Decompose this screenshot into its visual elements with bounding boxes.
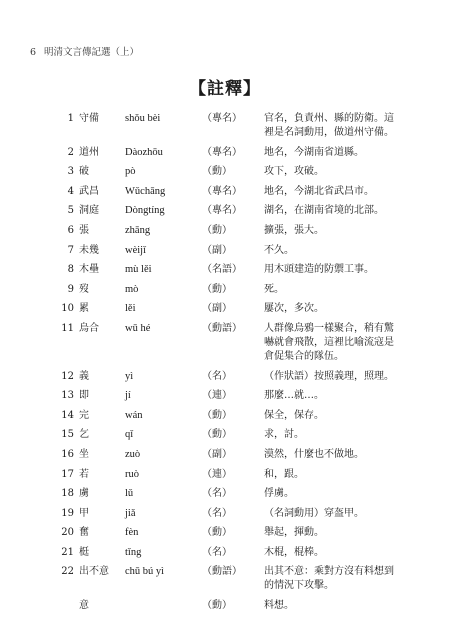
gloss-entry [60, 428, 400, 442]
entry-pinyin: zhāng [125, 224, 151, 236]
gloss-entry [60, 302, 400, 316]
entry-pinyin: yì [125, 370, 134, 382]
entry-number: 4 [67, 185, 74, 197]
entry-definition: 那麼…就…。 [264, 390, 324, 402]
entry-headword: 出不意 [79, 566, 109, 578]
entry-part-of-speech: （專名） [202, 205, 242, 217]
entry-number: 9 [67, 283, 74, 295]
gloss-list [60, 112, 400, 619]
entry-headword: 武昌 [79, 185, 99, 197]
entry-headword: 累 [79, 303, 89, 315]
gloss-entry [60, 507, 400, 521]
entry-headword: 意 [79, 600, 89, 612]
entry-pinyin: lǔ [125, 488, 134, 500]
running-header [30, 44, 139, 58]
entry-pinyin: shǒu bèi [125, 113, 161, 124]
entry-definition: 出其不意：乘對方沒有料想到的情況下攻擊。 [264, 566, 394, 592]
entry-number: 2 [67, 146, 74, 158]
entry-number: 13 [61, 390, 74, 402]
entry-pinyin: pò [125, 166, 136, 178]
entry-part-of-speech: （專名） [202, 113, 242, 124]
entry-pinyin: wèijǐ [125, 244, 146, 256]
entry-definition: 舉起，揮動。 [264, 527, 324, 539]
page-number: 6 [30, 47, 37, 58]
entry-part-of-speech: （名） [202, 370, 232, 382]
entry-definition: 保全，保存。 [264, 409, 324, 421]
entry-headword: 義 [79, 370, 89, 382]
entry-pinyin: tǐng [125, 546, 142, 558]
gloss-entry [60, 146, 400, 160]
gloss-entry [60, 370, 400, 384]
entry-part-of-speech: （動） [202, 409, 232, 421]
entry-headword: 梃 [79, 546, 89, 558]
entry-number: 20 [61, 527, 74, 539]
entry-pinyin: lěi [125, 303, 136, 315]
entry-definition: 料想。 [264, 600, 294, 612]
entry-headword: 若 [79, 468, 89, 480]
section-title: 【註釋】 [189, 79, 261, 99]
entry-part-of-speech: （動） [202, 527, 232, 539]
entry-pinyin: fèn [125, 527, 139, 539]
entry-pinyin: chū bú yì [125, 566, 165, 578]
entry-headword: 守備 [79, 113, 99, 124]
entry-part-of-speech: （名） [202, 546, 232, 558]
entry-pinyin: mù lěi [125, 264, 152, 276]
entry-definition: 地名，今湖南省道縣。 [264, 146, 364, 158]
entry-pinyin: wū hé [125, 322, 151, 334]
entry-headword: 甲 [79, 507, 89, 519]
entry-number: 6 [67, 224, 74, 236]
book-title: 明清文言傳記選（上） [44, 47, 140, 58]
entry-part-of-speech: （專名） [202, 146, 242, 158]
entry-number: 21 [61, 546, 74, 558]
gloss-entry [60, 224, 400, 238]
entry-definition: 用木頭建造的防禦工事。 [264, 264, 374, 276]
entry-definition: 屢次，多次。 [264, 303, 324, 315]
entry-pinyin: ruò [125, 468, 139, 480]
entry-definition: 俘虜。 [264, 488, 294, 500]
entry-pinyin: Dàozhōu [125, 146, 163, 158]
gloss-entry [60, 322, 400, 364]
entry-part-of-speech: （名語） [202, 264, 242, 276]
entry-headword: 完 [79, 409, 89, 421]
gloss-entry [60, 448, 400, 462]
entry-headword: 破 [79, 166, 89, 178]
entry-definition: （名詞動用）穿盔甲。 [264, 507, 364, 519]
entry-pinyin: jí [125, 390, 131, 402]
entry-part-of-speech: （連） [202, 468, 232, 480]
entry-part-of-speech: （動） [202, 429, 232, 441]
entry-headword: 未幾 [79, 244, 99, 256]
entry-pinyin: wán [125, 409, 143, 421]
entry-number: 15 [61, 429, 74, 441]
gloss-entry [60, 204, 400, 218]
entry-pinyin: jiǎ [125, 507, 136, 519]
gloss-entry [60, 546, 400, 560]
entry-part-of-speech: （動） [202, 283, 232, 295]
entry-definition: 不久。 [264, 244, 294, 256]
entry-definition: 漠然，什麼也不做地。 [264, 448, 364, 460]
entry-number: 17 [61, 468, 74, 480]
entry-part-of-speech: （連） [202, 390, 232, 402]
entry-pinyin: mò [125, 283, 139, 295]
entry-number: 7 [67, 244, 74, 256]
gloss-entry [60, 165, 400, 179]
entry-number: 5 [67, 205, 74, 217]
gloss-entry [60, 599, 400, 613]
entry-number: 1 [67, 113, 74, 124]
entry-definition: 擴張，張大。 [264, 224, 324, 236]
entry-number: 11 [61, 322, 74, 334]
entry-number: 3 [67, 166, 74, 178]
gloss-entry [60, 409, 400, 423]
entry-part-of-speech: （動語） [202, 322, 242, 334]
entry-pinyin: qǐ [125, 429, 134, 441]
entry-headword: 烏合 [79, 322, 99, 334]
entry-definition: 死。 [264, 283, 284, 295]
gloss-entry [60, 263, 400, 277]
gloss-entry [60, 468, 400, 482]
entry-pinyin: Dòngtíng [125, 205, 165, 217]
gloss-entry [60, 526, 400, 540]
entry-definition: 湖名，在湖南省境的北部。 [264, 205, 384, 217]
entry-number: 18 [61, 488, 74, 500]
entry-part-of-speech: （名） [202, 488, 232, 500]
entry-headword: 歿 [79, 283, 89, 295]
entry-number: 12 [61, 370, 74, 382]
entry-headword: 洞庭 [79, 205, 99, 217]
entry-number: 19 [61, 507, 74, 519]
entry-headword: 坐 [79, 448, 89, 460]
entry-pinyin: Wǔchāng [125, 185, 166, 197]
entry-part-of-speech: （副） [202, 448, 232, 460]
gloss-entry [60, 283, 400, 297]
gloss-entry [60, 565, 400, 593]
entry-definition: 木棍，棍棒。 [264, 546, 324, 558]
entry-number: 16 [61, 448, 74, 460]
entry-headword: 張 [79, 224, 89, 236]
entry-headword: 虜 [79, 488, 89, 500]
entry-definition: 人群像烏鴉一樣聚合，稍有驚嚇就會飛散，這裡比喻流寇是倉促集合的隊伍。 [264, 322, 394, 362]
entry-headword: 木壘 [79, 264, 99, 276]
gloss-entry [60, 389, 400, 403]
entry-part-of-speech: （動語） [202, 566, 242, 578]
entry-headword: 奮 [79, 527, 89, 539]
entry-part-of-speech: （動） [202, 600, 232, 612]
entry-part-of-speech: （動） [202, 166, 232, 178]
gloss-entry [60, 244, 400, 258]
gloss-entry [60, 487, 400, 501]
entry-part-of-speech: （副） [202, 244, 232, 256]
entry-part-of-speech: （動） [202, 224, 232, 236]
entry-number: 10 [61, 303, 74, 315]
entry-pinyin: zuò [125, 448, 141, 460]
entry-definition: 求，討。 [264, 429, 304, 441]
entry-number: 22 [61, 566, 74, 578]
entry-definition: 官名，負責州、縣的防衛。這裡是名詞動用，做道州守備。 [264, 113, 394, 138]
entry-number: 14 [61, 409, 74, 421]
entry-definition: 攻下，攻破。 [264, 166, 324, 178]
entry-definition: 和，跟。 [264, 468, 304, 480]
entry-number: 8 [67, 264, 74, 276]
entry-headword: 乞 [79, 429, 89, 441]
entry-headword: 道州 [79, 146, 99, 158]
entry-headword: 即 [79, 390, 89, 402]
entry-part-of-speech: （名） [202, 507, 232, 519]
entry-definition: 地名，今湖北省武昌市。 [264, 185, 374, 197]
entry-definition: （作狀語）按照義理，照理。 [264, 370, 394, 382]
entry-part-of-speech: （專名） [202, 185, 242, 197]
entry-part-of-speech: （副） [202, 303, 232, 315]
gloss-entry [60, 112, 400, 140]
gloss-entry [60, 185, 400, 199]
